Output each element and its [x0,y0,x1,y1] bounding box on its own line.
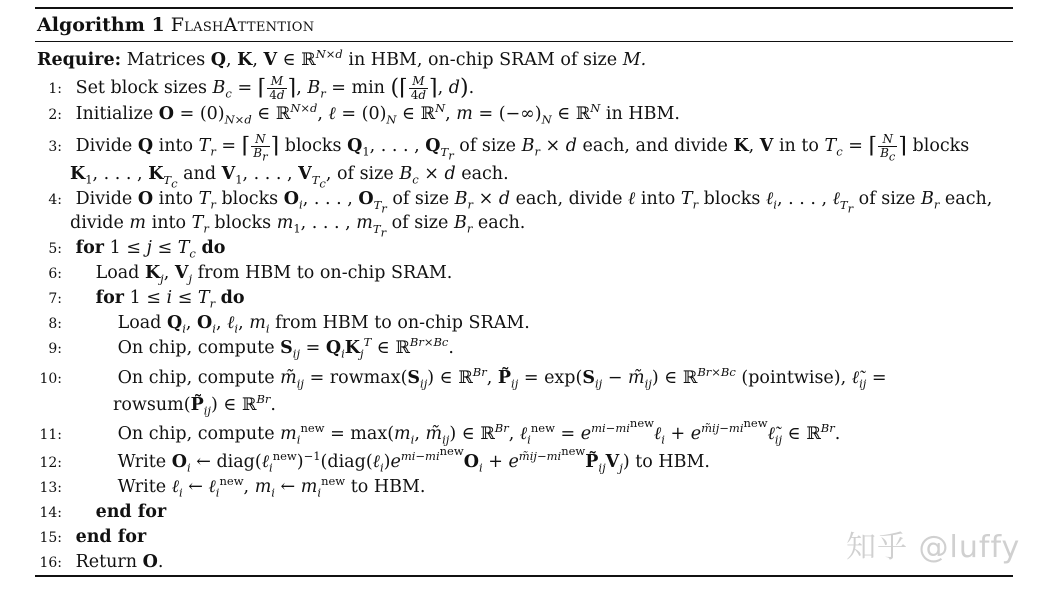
word-blocks: blocks [214,213,272,233]
word-blocks: blocks [703,189,761,209]
line-number: 9: [48,341,62,357]
word-of-size: of size [459,136,517,156]
word-into: into [158,189,194,209]
line-number: 4: [48,192,62,208]
line-text: On chip, compute [117,424,275,444]
line-number: 7: [48,291,62,307]
line-2-tail: in HBM. [605,104,680,124]
line-text: Return [75,552,138,572]
word-into: into [640,189,676,209]
word-max: max [350,424,388,444]
word-diag: diag [216,452,255,472]
algorithm-line-15 [37,526,146,549]
line-number: 15: [39,530,62,546]
word-blocks: blocks [912,136,970,156]
word-from-hbm: from HBM to on-chip SRAM. [275,313,530,333]
algorithm-line-10: 10: On chip, compute $m̃_{ij} = rowmax(S_{ij})$ ∈ ℝ$^{Br}$, $P̃_{ij} = \exp(S_{ij}$ − $m̃_{ij}$) ∈ ℝ$^{Br\times Bc}$ (pointwise), $\ell̃_{ij}$ = [37,367,887,390]
line-text: On chip, compute [117,368,275,388]
algorithm-label: Algorithm 1 [37,14,165,36]
algorithm-title [37,13,314,37]
word-of-size: of size [392,189,450,209]
top-rule [35,7,1013,9]
keyword-end-for: end for [95,502,167,522]
algorithm-line-1: 1: Set block sizes $B_c$ = ⌈ $\frac{M}{4d}$ ⌉, $B_r = \min$ (⌈ $\frac{M}{4d}$ ⌉, d). [37,75,474,102]
algorithm-line-3: 3: Divide Q into $T_r$ = ⌈ $\frac{N}{B_r}$ ⌉ blocks $Q_1$, . . . , $Q_{T_r}$ of size $B_r \times d$ each, and divide K, V in to $T_c$ = ⌈ $\frac{N}{B_c}$ ⌉ blocks [37,133,969,160]
line-text: Load [117,313,162,333]
word-each-divide: each, divide [515,189,623,209]
algorithm-line-8: 8: Load $Q_i$, $O_i$, ℓ$_i$, $m_i$ from HBM to on-chip SRAM. [37,312,530,335]
word-blocks: blocks [284,136,342,156]
algorithm-line-7: 7: for $1 \le i \le T_r$ do [37,287,245,310]
algorithm-line-3-cont: $K_1$, . . . , $K_{T_c}$ and $V_1$, . . . , $V_{T_c}$, of size $B_c \times d$ each. [70,164,509,190]
keyword-do: do [201,238,226,258]
algorithm-line-2: 2: Initialize $O = (0)_{N\times d}$ ∈ ℝ$^{N\times d}$, ℓ = $(0)_N$ ∈ ℝ$^N$, $m = (-\infty)_N$ ∈ ℝ$^N$ in HBM. [37,103,680,126]
line-text: On chip, compute [117,338,275,358]
algorithm-line-16: 16: Return O. [37,551,163,574]
title-rule [35,41,1013,42]
word-divide: divide [70,213,124,233]
keyword-for: for [75,238,104,258]
word-pointwise: (pointwise), [741,368,847,388]
word-in-to: in to [778,136,819,156]
word-each: each. [461,164,509,184]
word-each: each. [477,213,526,233]
line-text: Write [117,477,167,497]
word-of-size: of size [858,189,916,209]
line-number: 13: [39,480,62,496]
line-number: 5: [48,241,62,257]
word-into: into [158,136,194,156]
word-into: into [151,213,187,233]
word-rowmax: rowmax [329,368,401,388]
word-each-and-divide: each, and divide [582,136,728,156]
line-number: 8: [48,316,62,332]
word-and: and [183,164,217,184]
line-number: 1: [48,81,62,97]
line-text: Write [117,452,167,472]
require-in-hbm: in HBM, on-chip SRAM of size [348,50,618,70]
keyword-for: for [95,288,124,308]
algorithm-line-6: 6: Load $K_j$, $V_j$ from HBM to on-chip SRAM. [37,262,452,285]
algorithm-name: FlashAttention [170,14,315,36]
algorithm-line-4-cont: divide m into $T_r$ blocks $m_1$, . . . , $m_{T_r}$ of size $B_r$ each. [70,213,526,239]
line-number: 11: [39,427,62,443]
word-exp: exp [544,368,576,388]
line-number: 3: [48,139,62,155]
keyword-do: do [220,288,245,308]
word-blocks: blocks [221,189,279,209]
line-text: Load [95,263,140,283]
require-keyword: Require: [37,50,122,70]
algorithm-line-5: 5: for $1 \le j \le T_c$ do [37,237,225,260]
word-rowsum: rowsum [113,395,184,415]
word-of-size: of size [391,213,449,233]
algorithm-line-12: 12: Write $O_i$ ← $diag(\ell_i^{new})^{-1}(diag(\ell_i)e^{mi-mi^{new}}O_i$ + $e^{m̃ij-mi^{new}}P̃_{ij}V_j$) to HBM. [37,451,710,474]
require-size-var: M. [622,50,647,70]
line-number: 16: [39,555,62,571]
require-pre: Matrices [126,50,206,70]
word-to-hbm: to HBM. [350,477,426,497]
algorithm-line-11: 11: On chip, compute $m_i^{new} = \max(m_i$, $m̃_{ij}$) ∈ ℝ$^{Br}$, ℓ$_i^{new}$ = $e^{mi-mi^{new}}\ell_i$ + $e^{m̃ij-mi^{new}}\ell̃_{ij}$ ∈ ℝ$^{Br}$. [37,423,840,446]
bottom-rule [35,575,1013,577]
algorithm-line-10-cont: $rowsum(P̃_{ij})$ ∈ ℝ$^{Br}$. [113,392,276,418]
algorithm-line-14 [37,501,166,524]
algorithm-line-13: 13: Write ℓ$_i$ ← ℓ$_i^{new}$, $m_i$ ← $m_i^{new}$ to HBM. [37,476,425,499]
word-to-hbm: to HBM. [635,452,710,472]
line-number: 6: [48,266,62,282]
word-of-size: of size [337,164,394,184]
word-each-comma: each, [944,189,993,209]
word-from-hbm: from HBM to on-chip SRAM. [197,263,453,283]
line-number: 12: [39,455,62,471]
algorithm-line-4: 4: Divide O into $T_r$ blocks $O_i$, . . . , $O_{T_r}$ of size $B_r \times d$ each, divide ℓ into $T_r$ blocks ℓ$_i$, . . . , ℓ$_{T_r}$ of size $B_r$ each, [37,188,992,211]
require-line: Require: Matrices Q, K, V ∈ ℝ$^{N\times d}$ in HBM, on-chip SRAM of size M. [37,47,647,70]
line-number: 14: [39,505,62,521]
line-text: Set block sizes [75,78,207,98]
line-text: Initialize [75,104,154,124]
word-diag: diag [327,452,366,472]
keyword-end-for: end for [75,527,147,547]
line-text: Divide [75,189,133,209]
watermark: 知乎 @luffy [846,530,1021,565]
line-text: Divide [75,136,133,156]
line-number: 10: [39,371,62,387]
line-number: 2: [48,107,62,123]
algorithm-line-9: 9: On chip, compute $S_{ij} = Q_iK_j^T$ ∈ ℝ$^{Br\times Bc}$. [37,337,454,360]
